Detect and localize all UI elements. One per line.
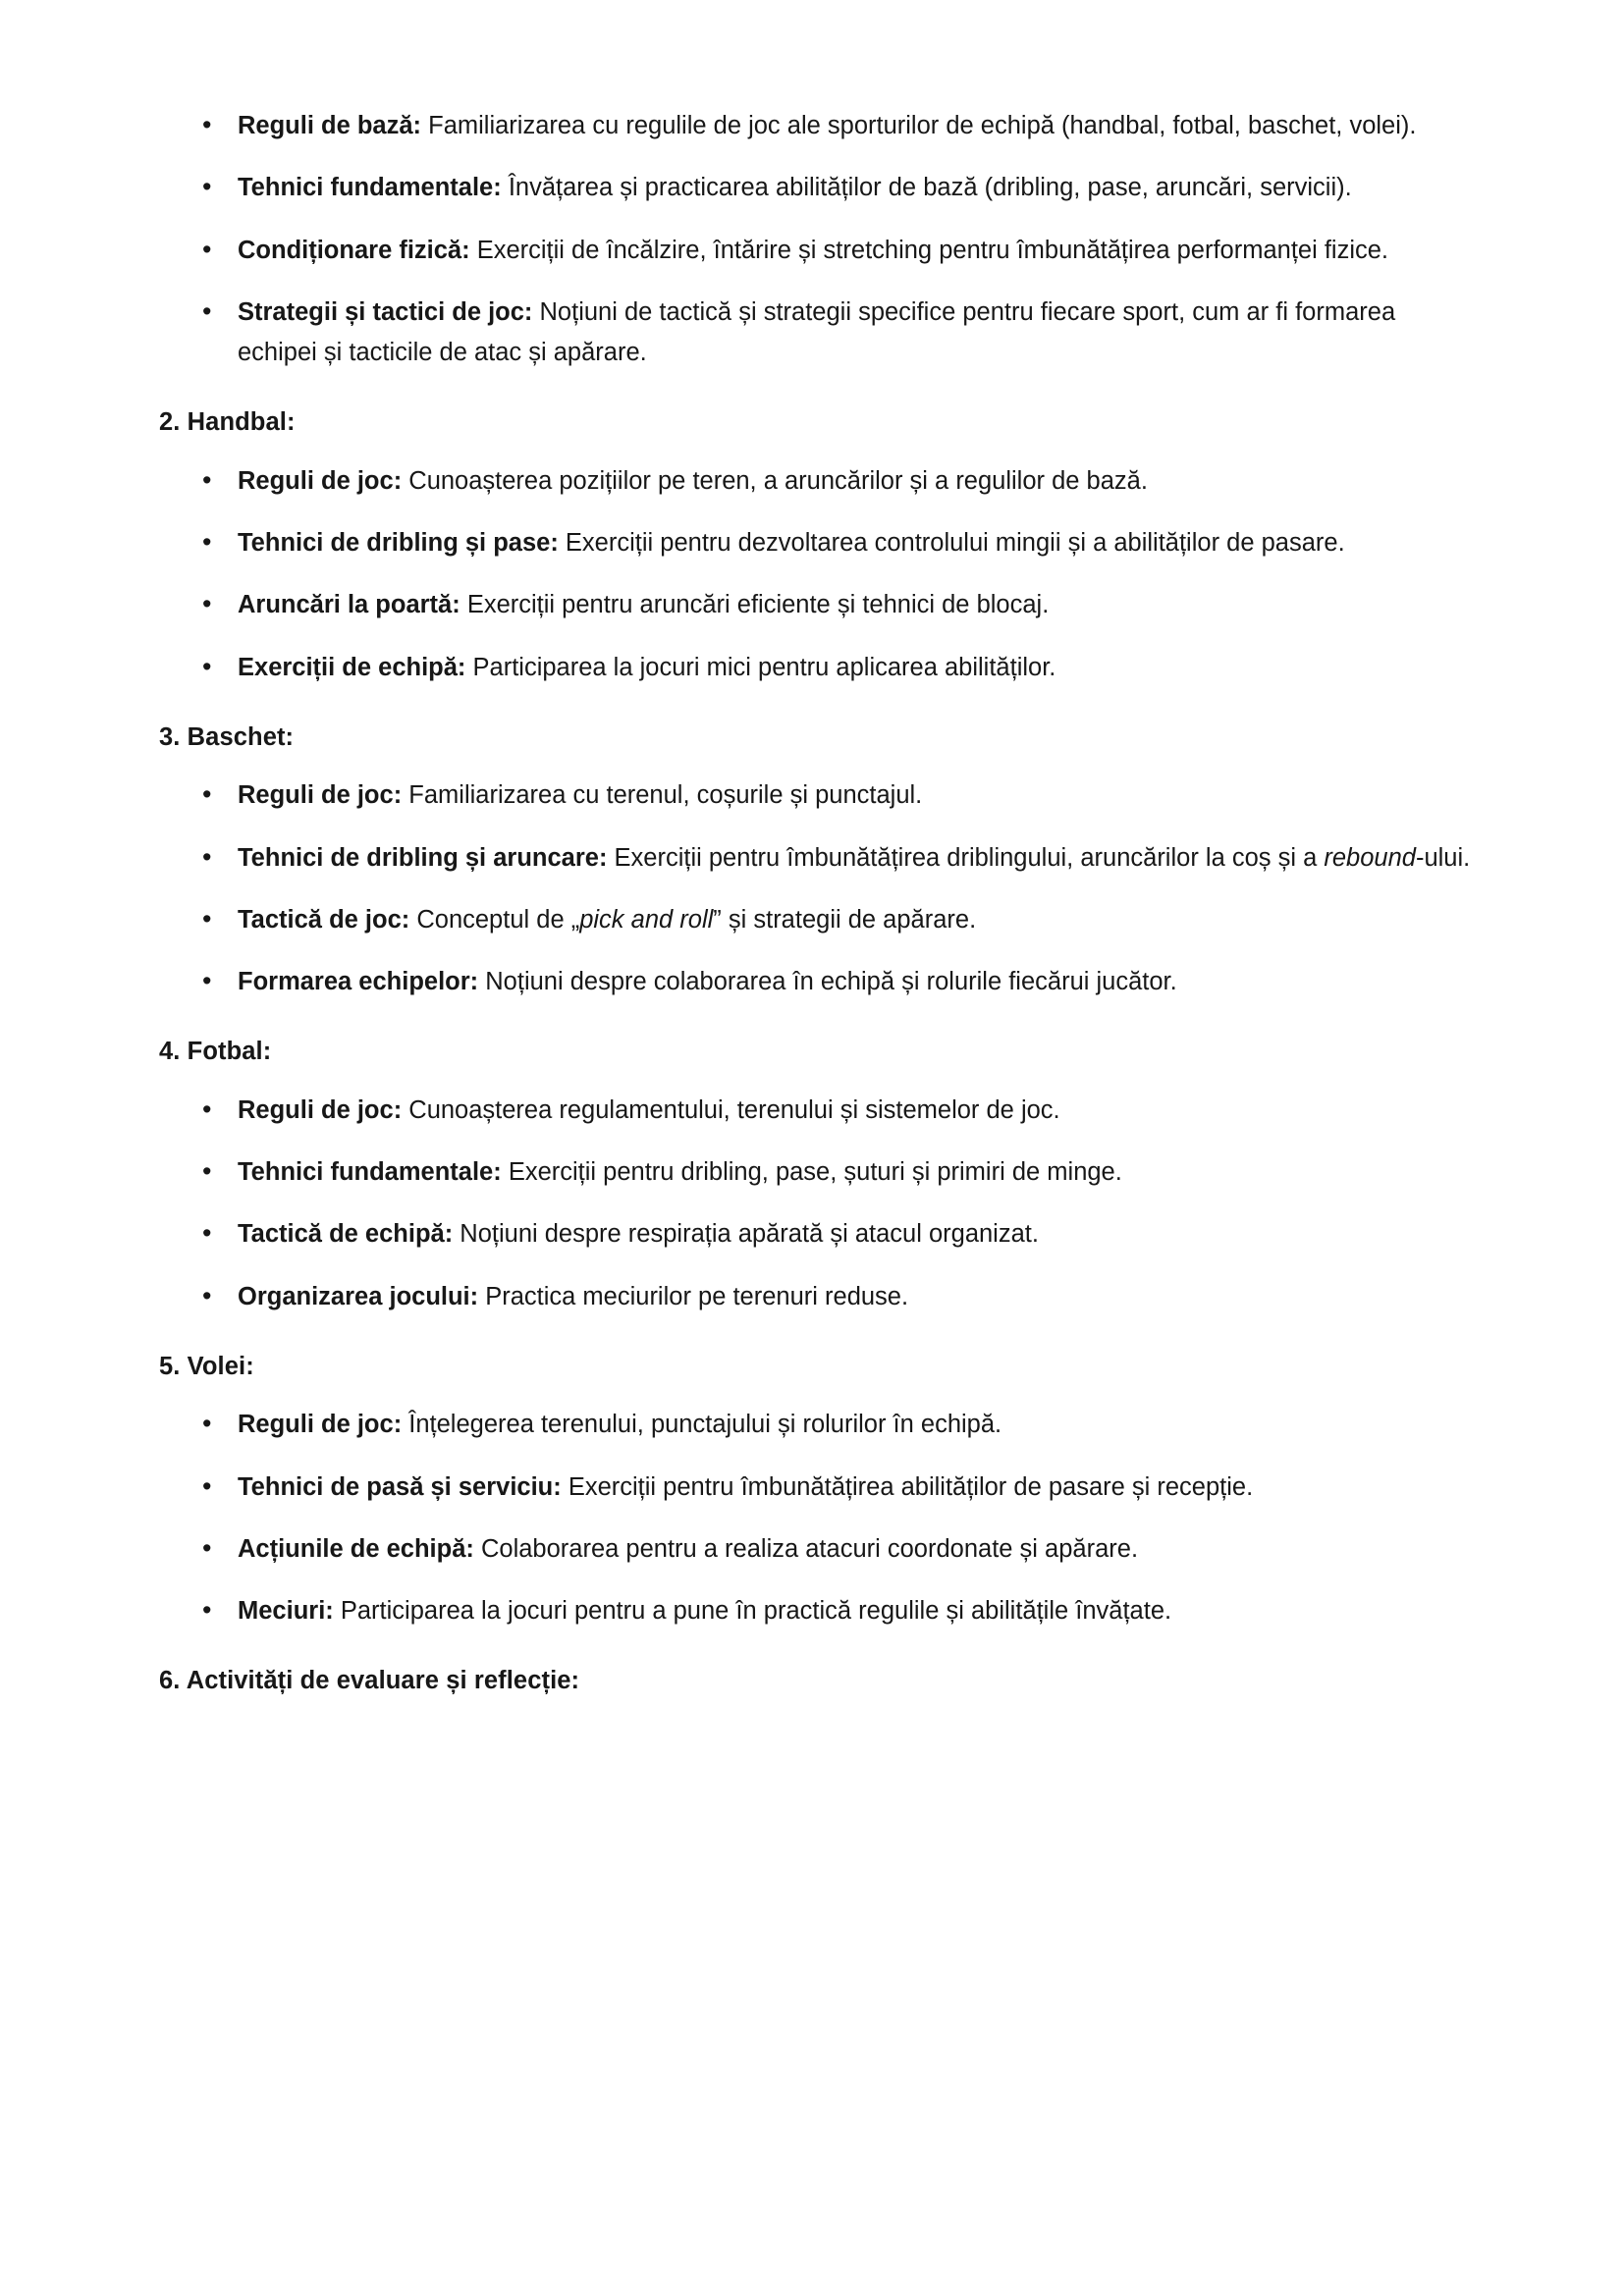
list-item-term: Tehnici de dribling și aruncare: (238, 843, 608, 872)
fotbal-bullets (147, 1091, 1477, 1317)
list-item-text: Participarea la jocuri mici pentru aplicarea abilităților. (465, 653, 1056, 681)
list-item (147, 1152, 1477, 1193)
list-item (147, 585, 1477, 625)
section-handbal: 2. Handbal: (159, 408, 296, 437)
list-item-text: Noțiuni despre respirația apărată și atacul organizat. (453, 1220, 1039, 1249)
list-item-text: Cunoașterea pozițiilor pe teren, a aruncărilor și a regulilor de bază. (402, 466, 1148, 495)
list-item-text: Exerciții de încălzire, întărire și stretching pentru îmbunătățirea performanței fizice. (469, 236, 1389, 264)
list-item (147, 1529, 1477, 1570)
list-item-text: Exerciții pentru dribling, pase, șuturi și primiri de minge. (501, 1158, 1122, 1187)
list-item-term: Tactică de echipă: (238, 1220, 454, 1249)
list-item-text: Familiarizarea cu terenul, coșurile și punctajul. (402, 781, 923, 810)
list-item-term: Tehnici fundamentale: (238, 1158, 502, 1187)
list-item (147, 106, 1477, 146)
list-item-term: Condiționare fizică: (238, 236, 470, 264)
list-item-term: Strategii și tactici de joc: (238, 297, 533, 326)
list-item-text: Învățarea și practicarea abilităților de bază (dribling, pase, aruncări, servicii). (501, 174, 1352, 202)
list-item (147, 962, 1477, 1002)
baschet-bullets (147, 775, 1477, 1002)
document-body (147, 106, 1477, 1702)
list-item-term: Tehnici de dribling și pase: (238, 529, 559, 558)
list-item (147, 461, 1477, 502)
list-item (147, 293, 1477, 374)
section-evaluare: 6. Activități de evaluare și reflecție: (159, 1667, 580, 1695)
intro-bullets (147, 106, 1477, 373)
list-item-term: Reguli de bază: (238, 112, 422, 139)
list-item-text: Colaborarea pentru a realiza atacuri coordonate și apărare. (473, 1534, 1139, 1563)
list-item (147, 1091, 1477, 1131)
list-item-text: Participarea la jocuri pentru a pune în practică regulile și abilitățile învățate. (333, 1597, 1172, 1626)
list-item (147, 1468, 1477, 1508)
list-item-text: Exerciții pentru îmbunătățirea abilităților de pasare și recepție. (561, 1472, 1254, 1501)
list-item-text: Exerciții pentru îmbunătățirea driblingului, aruncărilor la coș și a (607, 843, 1325, 872)
list-item-emphasis: pick and roll (579, 905, 714, 934)
list-item-term: Reguli de joc: (238, 466, 403, 495)
list-item (147, 900, 1477, 940)
section-fotbal: 4. Fotbal: (159, 1038, 272, 1066)
list-item-text-tail: -ului. (1415, 843, 1471, 872)
list-item-term: Aruncări la poartă: (238, 591, 460, 619)
list-item (147, 1405, 1477, 1445)
list-item-emphasis: rebound (1324, 843, 1416, 872)
list-item (147, 1277, 1477, 1317)
list-item-text: Noțiuni despre colaborarea în echipă și rolurile fiecărui jucător. (478, 968, 1177, 996)
list-item-term: Tehnici de pasă și serviciu: (238, 1472, 562, 1501)
list-item-text-tail: ” și strategii de apărare. (713, 905, 977, 934)
list-item-text: Cunoașterea regulamentului, terenului și sistemelor de joc. (402, 1095, 1060, 1124)
list-item-text: Conceptul de „ (409, 905, 580, 934)
list-item-term: Reguli de joc: (238, 1095, 403, 1124)
list-item (147, 523, 1477, 563)
section-baschet: 3. Baschet: (159, 722, 295, 751)
list-item-term: Formarea echipelor: (238, 968, 479, 996)
list-item-term: Exerciții de echipă: (238, 653, 466, 681)
volei-bullets (147, 1405, 1477, 1631)
list-item-text: Exerciții pentru dezvoltarea controlului mingii și a abilităților de pasare. (558, 529, 1345, 558)
list-item-term: Organizarea jocului: (238, 1282, 479, 1310)
section-volei: 5. Volei: (159, 1352, 254, 1380)
handbal-bullets (147, 461, 1477, 688)
list-item-term: Reguli de joc: (238, 781, 403, 810)
list-item (147, 838, 1477, 879)
list-item (147, 1591, 1477, 1631)
list-item (147, 775, 1477, 816)
list-item (147, 168, 1477, 208)
list-item-term: Tactică de joc: (238, 905, 410, 934)
list-item (147, 231, 1477, 271)
list-item-term: Meciuri: (238, 1597, 334, 1626)
list-item (147, 648, 1477, 688)
list-item (147, 1214, 1477, 1255)
list-item-term: Reguli de joc: (238, 1411, 403, 1439)
list-item-text: Familiarizarea cu regulile de joc ale sporturilor de echipă (handbal, fotbal, baschet, volei). (421, 112, 1417, 139)
list-item-term: Tehnici fundamentale: (238, 174, 502, 202)
list-item-text: Înțelegerea terenului, punctajului și rolurilor în echipă. (402, 1411, 1002, 1439)
list-item-text: Exerciții pentru aruncări eficiente și tehnici de blocaj. (460, 591, 1050, 619)
list-item-text: Practica meciurilor pe terenuri reduse. (478, 1282, 909, 1310)
list-item-term: Acțiunile de echipă: (238, 1534, 474, 1563)
list-item-text: Noțiuni de tactică și strategii specifice pentru fiecare sport, cum ar fi formarea echipei și tacticile de atac și apărare. (238, 297, 1396, 367)
